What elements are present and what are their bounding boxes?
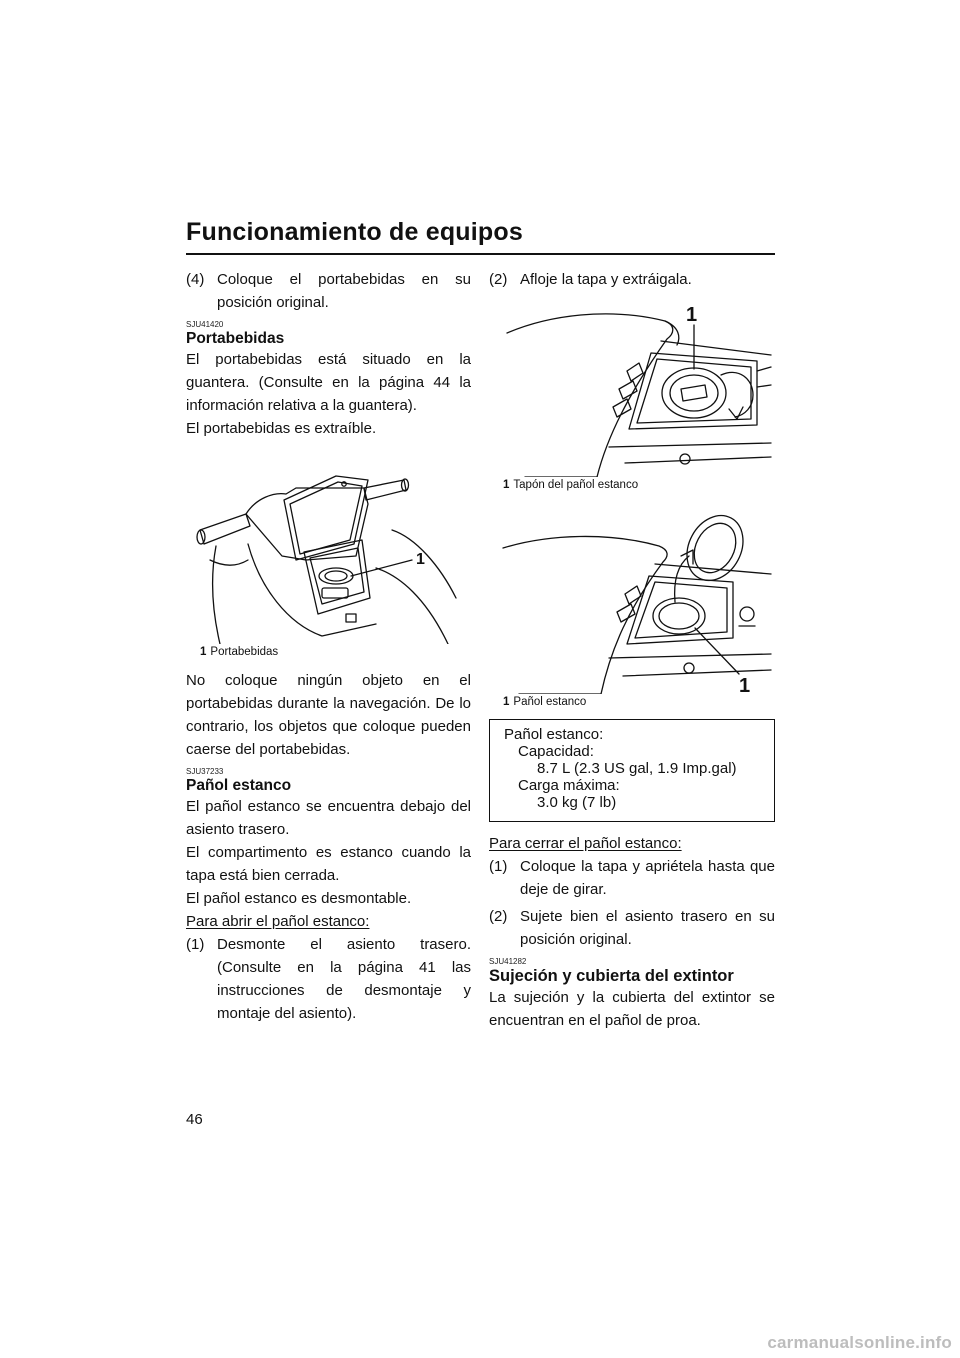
left-column (186, 268, 471, 1025)
caption-text: Pañol estanco (513, 696, 587, 708)
section-code: SJU41282 (489, 957, 527, 966)
spec-capacity-value: 8.7 L (2.3 US gal, 1.9 Imp.gal) (537, 760, 737, 777)
cupholder-figure (186, 448, 471, 659)
spec-title: Pañol estanco: (504, 726, 604, 743)
step-number: (1) (489, 858, 508, 875)
storage-cap-figure (489, 297, 775, 492)
close-step-1 (489, 855, 775, 901)
figure-callout: 1 (416, 551, 425, 568)
storage-compartment-illustration (489, 498, 775, 694)
paragraph: El portabebidas está situado en la guantera. (Consulte en la página 44 la información relativa a la guantera). (186, 351, 471, 414)
step-number: (2) (489, 271, 508, 288)
step-4 (186, 268, 471, 314)
paragraph: El pañol estanco se encuentra debajo del asiento trasero. (186, 798, 471, 838)
spec-capacity-label: Capacidad: (518, 743, 594, 760)
caption-number: 1 (503, 696, 510, 708)
cupholder-illustration (186, 448, 471, 644)
paragraph: No coloque ningún objeto en el portabebidas durante la navegación. De lo contrario, los objetos que coloque pueden caerse del portabebidas. (186, 672, 471, 758)
section-heading-extinguisher: Sujeción y cubierta del extintor (489, 967, 734, 985)
paragraph: El portabebidas es extraíble. (186, 420, 377, 437)
step-text: Sujete bien el asiento trasero en su posición original. (520, 908, 775, 948)
caption-text: Tapón del pañol estanco (513, 479, 639, 491)
close-step-2 (489, 905, 775, 951)
caption-number: 1 (503, 479, 510, 491)
step-number: (2) (489, 908, 508, 925)
section-code: SJU37233 (186, 767, 224, 776)
title-rule (186, 253, 775, 255)
right-column (489, 268, 775, 1032)
spec-box (489, 719, 775, 822)
figure-caption (200, 645, 471, 659)
paragraph: La sujeción y la cubierta del extintor se encuentran en el pañol de proa. (489, 989, 775, 1029)
step-text: Afloje la tapa y extráigala. (520, 271, 692, 288)
step-1 (186, 933, 471, 1025)
step-text: Desmonte el asiento trasero. (Consulte en la página 41 las instrucciones de desmontaje y montaje del asiento). (217, 936, 471, 1022)
caption-number: 1 (200, 646, 207, 658)
step-number: (1) (186, 936, 205, 953)
caption-text: Portabebidas (210, 646, 279, 658)
step-text: Coloque el portabebidas en su posición original. (217, 271, 471, 311)
section-code: SJU41420 (186, 320, 224, 329)
spec-load-label: Carga máxima: (518, 777, 620, 794)
section-heading-cupholder: Portabebidas (186, 330, 285, 347)
subheading-open: Para abrir el pañol estanco: (186, 913, 370, 930)
subheading-close: Para cerrar el pañol estanco: (489, 835, 682, 852)
page-title: Funcionamiento de equipos (186, 218, 523, 246)
paragraph: El compartimento es estanco cuando la tapa está bien cerrada. (186, 844, 471, 884)
storage-compartment-figure (489, 498, 775, 709)
figure-callout: 1 (686, 304, 698, 326)
storage-cap-illustration (489, 297, 775, 477)
step-number: (4) (186, 271, 205, 288)
section-heading-storage: Pañol estanco (186, 777, 292, 794)
footer-watermark: carmanualsonline.info (767, 1333, 952, 1352)
page-number: 46 (186, 1111, 203, 1128)
step-2 (489, 268, 775, 291)
step-text: Coloque la tapa y apriételа hasta que deje de girar. (520, 858, 775, 898)
paragraph: El pañol estanco es desmontable. (186, 890, 412, 907)
spec-load-value: 3.0 kg (7 lb) (537, 794, 617, 811)
figure-callout: 1 (739, 675, 751, 694)
figure-caption (503, 695, 775, 709)
figure-caption (503, 478, 775, 492)
